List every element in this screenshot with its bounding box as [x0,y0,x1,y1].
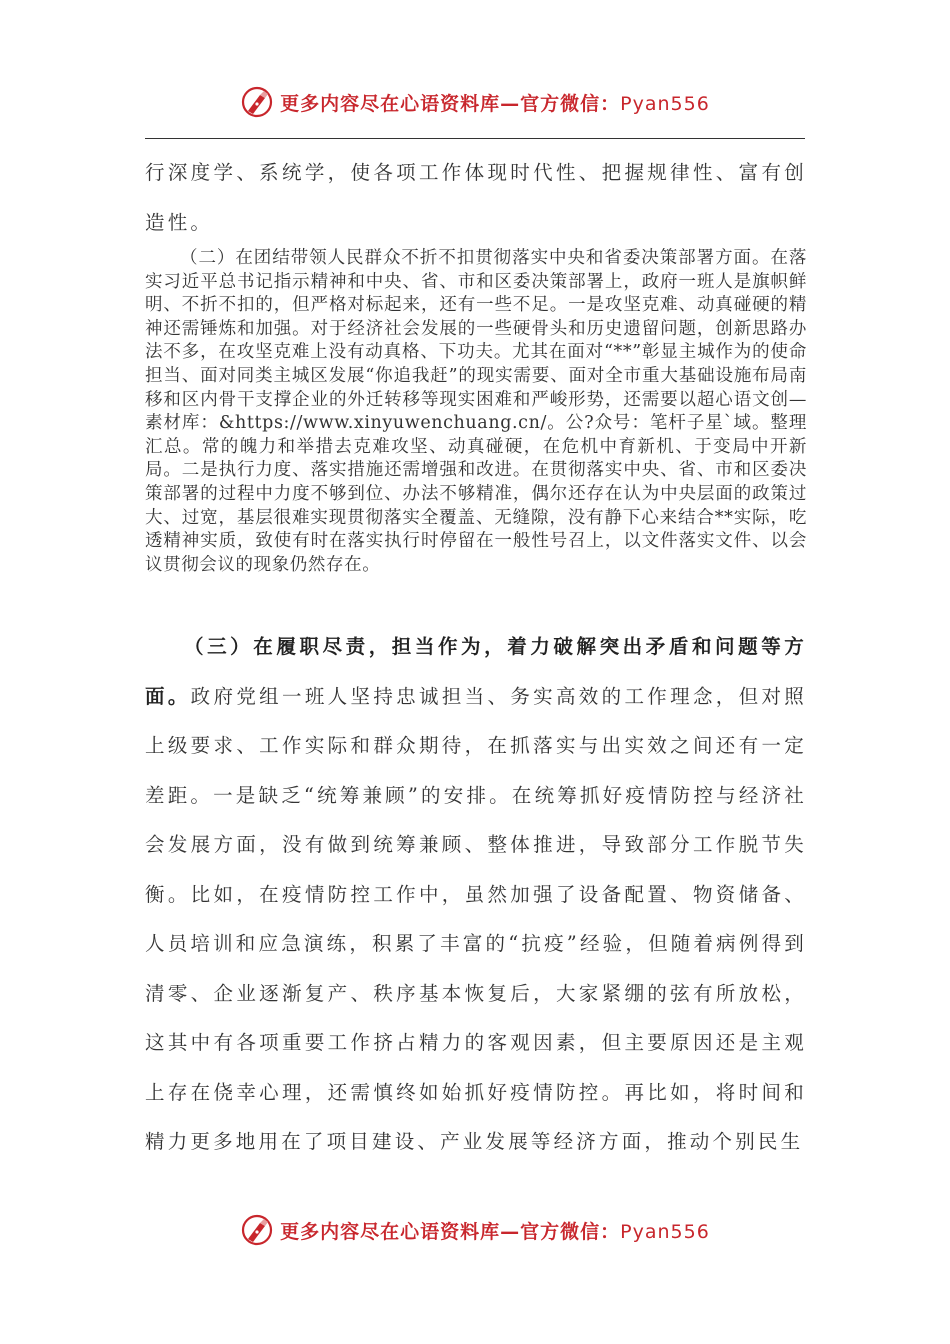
header-banner [0,80,950,124]
footer-banner-text: 更多内容尽在心语资料库—官方微信：Pyan556 [280,1220,710,1243]
header-banner-text: 更多内容尽在心语资料库—官方微信：Pyan556 [280,92,710,115]
section-heading: （三）在履职尽责，担当作为，着力破解突出矛盾和问题等方面。 [145,635,807,708]
paragraph-section-two [145,247,807,577]
pen-nib-logo-icon [240,1213,274,1247]
section-body: 政府党组一班人坚持忠诚担当、务实高效的工作理念，但对照上级要求、工作实际和群众期待，在抓落实与出实效之间还有一定差距。一是缺乏“统筹兼顾”的安排。在统筹抓好疫情防控与经济社会发展方面，没有做到统筹兼顾、整体推进，导致部分工作脱节失衡。比如，在疫情防控工作中，虽然加强了设备配置、物资储备、人员培训和应急演练，积累了丰富的“抗疫”经验，但随着病例得到清零、企业逐渐复产、秩序基本恢复后，大家紧绷的弦有所放松，这其中有各项重要工作挤占精力的客观因素，但主要原因还是主观上存在侥幸心理，还需慎终如始抓好疫情防控。再比如，将时间和精力更多地用在了项目建设、产业发展等经济方面，推动个别民生 [145,684,807,1153]
paragraph-section-three [145,622,807,1167]
header-divider [145,138,805,139]
footer-banner [0,1208,950,1252]
wechat-id: Pyan556 [620,1220,710,1243]
wechat-id: Pyan556 [620,92,710,115]
paragraph-text: 行深度学、系统学，使各项工作体现时代性、把握规律性、富有创造性。 [145,161,807,234]
pen-nib-logo-icon [240,85,274,119]
paragraph-text: （二）在团结带领人民群众不折不扣贯彻落实中央和省委决策部署方面。在落实习近平总书记指示精神和中央、省、市和区委决策部署上，政府一班人是旗帜鲜明、不折不扣的，但严格对标起来，还有一些不足。一是攻坚克难、动真碰硬的精神还需锤炼和加强。对于经济社会发展的一些硬骨头和历史遗留问题，创新思路办法不多，在攻坚克难上没有动真格、下功夫。尤其在面对“**”彰显主城作为的使命担当、面对同类主城区发展“你追我赶”的现实需要、面对全市重大基础设施布局南移和区内骨干支撑企业的外迁转移等现实困难和严峻形势，还需要以超心语文创—素材库：&https://www.xinyuwenchuang.cn/。公?众号：笔杆子星`域。整理汇总。常的魄力和举措去克难攻坚、动真碰硬，在危机中育新机、于变局中开新局。二是执行力度、落实措施还需增强和改进。在贯彻落实中央、省、市和区委决策部署的过程中力度不够到位、办法不够精准，偶尔还存在认为中央层面的政策过大、过宽，基层很难实现贯彻落实全覆盖、无缝隙，没有静下心来结合**实际，吃透精神实质，致使有时在落实执行时停留在一般性号召上，以文件落实文件、以会议贯彻会议的现象仍然存在。 [145,248,807,575]
paragraph-text [145,622,807,1167]
paragraph-continuation [145,148,807,247]
